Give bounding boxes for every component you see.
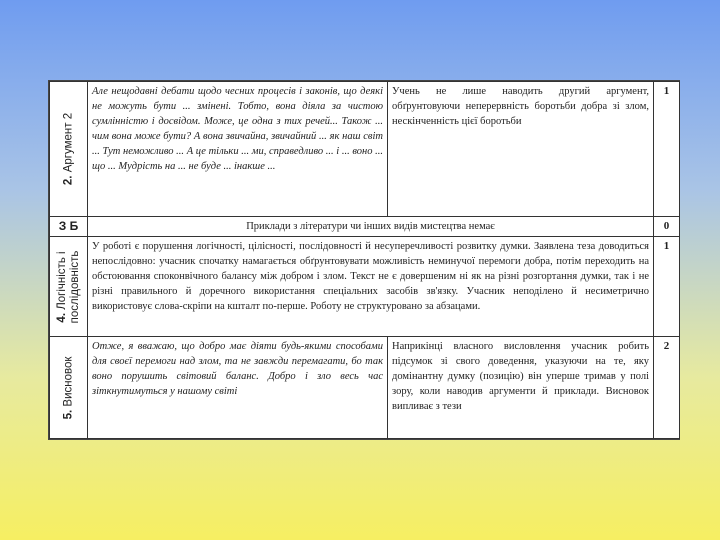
- criterion-conclusion: Наприкінці власного висловлення учасник робить підсумок зі свого доведення, указуючи на те, яку домінантну думку (позицію) він уперше тримав у полі зору, коли наводив аргументи й приклади. Висновок випливає з тези: [388, 337, 654, 439]
- table-row-argument-2: [50, 82, 680, 217]
- score-logic: 1: [654, 237, 680, 337]
- row-label-conclusion: 5. Висновок: [50, 337, 88, 439]
- score-literature: 0: [654, 217, 680, 237]
- score-conclusion: 2: [654, 337, 680, 439]
- score-argument-2: 1: [654, 82, 680, 217]
- assessment-table: [48, 80, 680, 440]
- literature-example-text: Приклади з літератури чи інших видів мистецтва немає: [88, 217, 654, 237]
- row-label-argument-2: 2. Аргумент 2: [50, 82, 88, 217]
- table-row-literature-example: [50, 217, 680, 237]
- row-code-literature: З Б: [50, 217, 88, 237]
- student-excerpt-conclusion: Отже, я вважаю, що добро має діяти будь-якими способами для своєї перемоги над злом, та не завжди перемагати, бо так воно порушить світовий баланс. Добро і зло весь час зіткнутимуться у нашому світі: [88, 337, 388, 439]
- student-excerpt-argument-2: Але нещодавні дебати щодо чесних процесів і законів, що деякі не можуть бути ... змінені. Тобто, вона діяла за чистою сумлінністю і досвідом. Може, це одна з тих речей... Також ... чим вона може бути? А вона звичайна, звичайний ... як наш світ ... Тут неможливо ... А це тільки ... ми, справедливо ... і ... воно ... що ... Мудрість на ... не буде ... інакше ...: [88, 82, 388, 217]
- criterion-argument-2: Учень не лише наводить другий аргумент, обґрунтовуючи неперервність боротьби добра зі злом, нескінченність цієї боротьби: [388, 82, 654, 217]
- table-row-logic: [50, 237, 680, 337]
- table-row-conclusion: [50, 337, 680, 439]
- row-label-logic: 4. Логічність і послідовність: [50, 237, 88, 337]
- logic-assessment-text: У роботі є порушення логічності, цілісності, послідовності й несуперечливості розвитку думки. Заявлена теза доводиться непослідовно: учасник спочатку намагається обґрунтовувати можливість неминучої перемоги добра, потім переходить на обстоювання споконвічного балансу між добром і злом. Текст не є довершеним ні як на різні розгортання думки, так і не різні правильного й доречного використання спеціальних засобів зв'язку. Учасник неподілено й несиметрично використовує слова-скріпи на кшталт по-перше. Роботу не структуровано за абзацами.: [88, 237, 654, 337]
